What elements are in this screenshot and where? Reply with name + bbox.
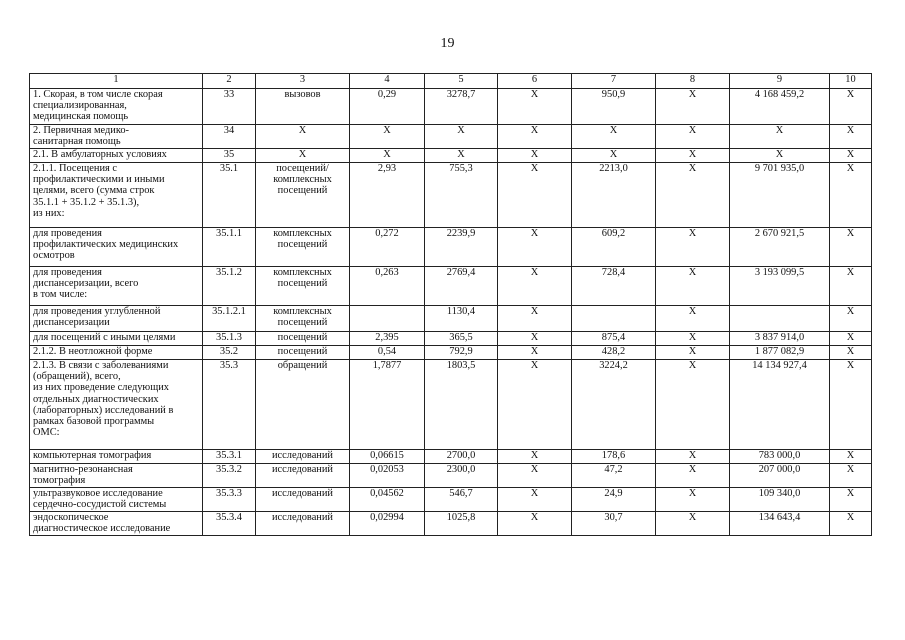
- table-row: [30, 125, 872, 149]
- cell-col6: Х: [498, 149, 572, 163]
- cell-unit: Х: [256, 149, 350, 163]
- cell-col10: Х: [830, 360, 872, 450]
- cell-cost: 755,3: [425, 163, 498, 228]
- data-table: [29, 73, 872, 536]
- cell-amount: 109 340,0: [730, 488, 830, 512]
- cell-name: эндоскопическое диагностическое исследование: [30, 512, 203, 536]
- cell-col8: Х: [656, 306, 730, 332]
- table-row: [30, 332, 872, 346]
- cell-norm: 0,06615: [350, 450, 425, 464]
- cell-col10: Х: [830, 149, 872, 163]
- cell-amount: 14 134 927,4: [730, 360, 830, 450]
- header-cell-6: 6: [498, 74, 572, 89]
- cell-col8: Х: [656, 125, 730, 149]
- cell-unit: исследований: [256, 512, 350, 536]
- page-number: 19: [440, 36, 455, 51]
- cell-col8: Х: [656, 512, 730, 536]
- cell-line-number: 35.3.4: [203, 512, 256, 536]
- header-cell-2: 2: [203, 74, 256, 89]
- cell-col10: Х: [830, 346, 872, 360]
- cell-name: ультразвуковое исследование сердечно-сосудистой системы: [30, 488, 203, 512]
- cell-norm: 0,263: [350, 267, 425, 306]
- cell-name: для проведения профилактических медицинских осмотров: [30, 228, 203, 267]
- cell-line-number: 35.3.2: [203, 464, 256, 488]
- cell-norm: 0,54: [350, 346, 425, 360]
- cell-cost: 2769,4: [425, 267, 498, 306]
- table-row: [30, 163, 872, 228]
- cell-col8: Х: [656, 450, 730, 464]
- cell-norm: 1,7877: [350, 360, 425, 450]
- cell-col7: 428,2: [572, 346, 656, 360]
- cell-col7: 3224,2: [572, 360, 656, 450]
- cell-unit: вызовов: [256, 89, 350, 125]
- cell-cost: 2239,9: [425, 228, 498, 267]
- cell-col8: Х: [656, 228, 730, 267]
- cell-cost: Х: [425, 149, 498, 163]
- cell-cost: Х: [425, 125, 498, 149]
- cell-name: для проведения диспансеризации, всего в том числе:: [30, 267, 203, 306]
- cell-col6: Х: [498, 267, 572, 306]
- cell-col10: Х: [830, 450, 872, 464]
- cell-col8: Х: [656, 346, 730, 360]
- cell-norm: 2,93: [350, 163, 425, 228]
- cell-col7: 728,4: [572, 267, 656, 306]
- cell-col6: Х: [498, 360, 572, 450]
- cell-norm: Х: [350, 125, 425, 149]
- table-row: [30, 228, 872, 267]
- table-row: [30, 450, 872, 464]
- cell-name: 2.1. В амбулаторных условиях: [30, 149, 203, 163]
- cell-col8: Х: [656, 488, 730, 512]
- cell-amount: 2 670 921,5: [730, 228, 830, 267]
- cell-cost: 3278,7: [425, 89, 498, 125]
- cell-col8: Х: [656, 163, 730, 228]
- cell-norm: Х: [350, 149, 425, 163]
- cell-norm: 0,272: [350, 228, 425, 267]
- cell-line-number: 35.1: [203, 163, 256, 228]
- cell-col7: [572, 306, 656, 332]
- cell-norm: 0,29: [350, 89, 425, 125]
- cell-col8: Х: [656, 89, 730, 125]
- table-row: [30, 346, 872, 360]
- cell-col7: 30,7: [572, 512, 656, 536]
- cell-name: магнитно-резонансная томография: [30, 464, 203, 488]
- cell-cost: 792,9: [425, 346, 498, 360]
- cell-line-number: 35.3.1: [203, 450, 256, 464]
- cell-unit: посещений/ комплексных посещений: [256, 163, 350, 228]
- table-row: [30, 306, 872, 332]
- cell-col8: Х: [656, 464, 730, 488]
- header-cell-1: 1: [30, 74, 203, 89]
- cell-col10: Х: [830, 267, 872, 306]
- cell-col6: Х: [498, 464, 572, 488]
- cell-col10: Х: [830, 228, 872, 267]
- cell-cost: 1130,4: [425, 306, 498, 332]
- cell-col7: 2213,0: [572, 163, 656, 228]
- header-cell-4: 4: [350, 74, 425, 89]
- cell-unit: обращений: [256, 360, 350, 450]
- cell-col10: Х: [830, 488, 872, 512]
- cell-col6: Х: [498, 125, 572, 149]
- cell-col8: Х: [656, 149, 730, 163]
- cell-cost: 365,5: [425, 332, 498, 346]
- cell-col10: Х: [830, 89, 872, 125]
- cell-col8: Х: [656, 267, 730, 306]
- cell-norm: 0,02053: [350, 464, 425, 488]
- cell-name: 2.1.2. В неотложной форме: [30, 346, 203, 360]
- cell-line-number: 35.1.1: [203, 228, 256, 267]
- cell-name: 2.1.3. В связи с заболеваниями (обращений), всего, из них проведение следующих отдельных диагностических (лабораторных) исследований в рамках базовой программы ОМС:: [30, 360, 203, 450]
- cell-col6: Х: [498, 512, 572, 536]
- cell-unit: комплексных посещений: [256, 306, 350, 332]
- cell-col7: Х: [572, 149, 656, 163]
- cell-amount: 207 000,0: [730, 464, 830, 488]
- cell-col10: Х: [830, 163, 872, 228]
- cell-line-number: 33: [203, 89, 256, 125]
- cell-unit: посещений: [256, 332, 350, 346]
- header-row: [30, 74, 872, 89]
- cell-col6: Х: [498, 346, 572, 360]
- cell-amount: 3 837 914,0: [730, 332, 830, 346]
- cell-col6: Х: [498, 332, 572, 346]
- cell-line-number: 35.1.2: [203, 267, 256, 306]
- cell-name: для посещений с иными целями: [30, 332, 203, 346]
- cell-col8: Х: [656, 332, 730, 346]
- cell-col7: 609,2: [572, 228, 656, 267]
- cell-cost: 2300,0: [425, 464, 498, 488]
- cell-col7: 178,6: [572, 450, 656, 464]
- cell-unit: комплексных посещений: [256, 228, 350, 267]
- header-cell-7: 7: [572, 74, 656, 89]
- cell-norm: 0,02994: [350, 512, 425, 536]
- cell-name: для проведения углубленной диспансеризации: [30, 306, 203, 332]
- cell-name: 2.1.1. Посещения с профилактическими и иными целями, всего (сумма строк 35.1.1 + 35.1.2 + 35.1.3), из них:: [30, 163, 203, 228]
- header-cell-3: 3: [256, 74, 350, 89]
- table-row: [30, 89, 872, 125]
- cell-col8: Х: [656, 360, 730, 450]
- table-row: [30, 512, 872, 536]
- cell-name: 2. Первичная медико- санитарная помощь: [30, 125, 203, 149]
- cell-cost: 2700,0: [425, 450, 498, 464]
- table-row: [30, 149, 872, 163]
- cell-amount: Х: [730, 125, 830, 149]
- table-row: [30, 360, 872, 450]
- cell-col10: Х: [830, 332, 872, 346]
- cell-col6: Х: [498, 89, 572, 125]
- cell-col6: Х: [498, 228, 572, 267]
- cell-unit: посещений: [256, 346, 350, 360]
- cell-line-number: 34: [203, 125, 256, 149]
- cell-col10: Х: [830, 125, 872, 149]
- cell-unit: комплексных посещений: [256, 267, 350, 306]
- cell-col10: Х: [830, 306, 872, 332]
- cell-cost: 546,7: [425, 488, 498, 512]
- header-cell-10: 10: [830, 74, 872, 89]
- cell-norm: 0,04562: [350, 488, 425, 512]
- cell-name: компьютерная томография: [30, 450, 203, 464]
- table-row: [30, 464, 872, 488]
- cell-amount: 783 000,0: [730, 450, 830, 464]
- cell-col7: 47,2: [572, 464, 656, 488]
- cell-unit: исследований: [256, 464, 350, 488]
- cell-line-number: 35.3: [203, 360, 256, 450]
- cell-col7: 875,4: [572, 332, 656, 346]
- cell-col6: Х: [498, 488, 572, 512]
- cell-amount: 134 643,4: [730, 512, 830, 536]
- header-cell-9: 9: [730, 74, 830, 89]
- cell-unit: исследований: [256, 488, 350, 512]
- cell-amount: 1 877 082,9: [730, 346, 830, 360]
- cell-norm: [350, 306, 425, 332]
- cell-norm: 2,395: [350, 332, 425, 346]
- cell-line-number: 35.3.3: [203, 488, 256, 512]
- table-row: [30, 267, 872, 306]
- cell-col10: Х: [830, 464, 872, 488]
- cell-name: 1. Скорая, в том числе скорая специализированная, медицинская помощь: [30, 89, 203, 125]
- cell-col7: 950,9: [572, 89, 656, 125]
- cell-unit: исследований: [256, 450, 350, 464]
- cell-cost: 1025,8: [425, 512, 498, 536]
- cell-col10: Х: [830, 512, 872, 536]
- cell-line-number: 35.1.3: [203, 332, 256, 346]
- header-cell-8: 8: [656, 74, 730, 89]
- cell-col6: Х: [498, 450, 572, 464]
- cell-col6: Х: [498, 306, 572, 332]
- cell-col7: 24,9: [572, 488, 656, 512]
- cell-col6: Х: [498, 163, 572, 228]
- cell-unit: Х: [256, 125, 350, 149]
- header-cell-5: 5: [425, 74, 498, 89]
- cell-line-number: 35.2: [203, 346, 256, 360]
- cell-line-number: 35: [203, 149, 256, 163]
- table-row: [30, 488, 872, 512]
- cell-amount: 4 168 459,2: [730, 89, 830, 125]
- cell-amount: 9 701 935,0: [730, 163, 830, 228]
- cell-amount: 3 193 099,5: [730, 267, 830, 306]
- cell-amount: Х: [730, 149, 830, 163]
- cell-amount: [730, 306, 830, 332]
- cell-cost: 1803,5: [425, 360, 498, 450]
- cell-line-number: 35.1.2.1: [203, 306, 256, 332]
- cell-col7: Х: [572, 125, 656, 149]
